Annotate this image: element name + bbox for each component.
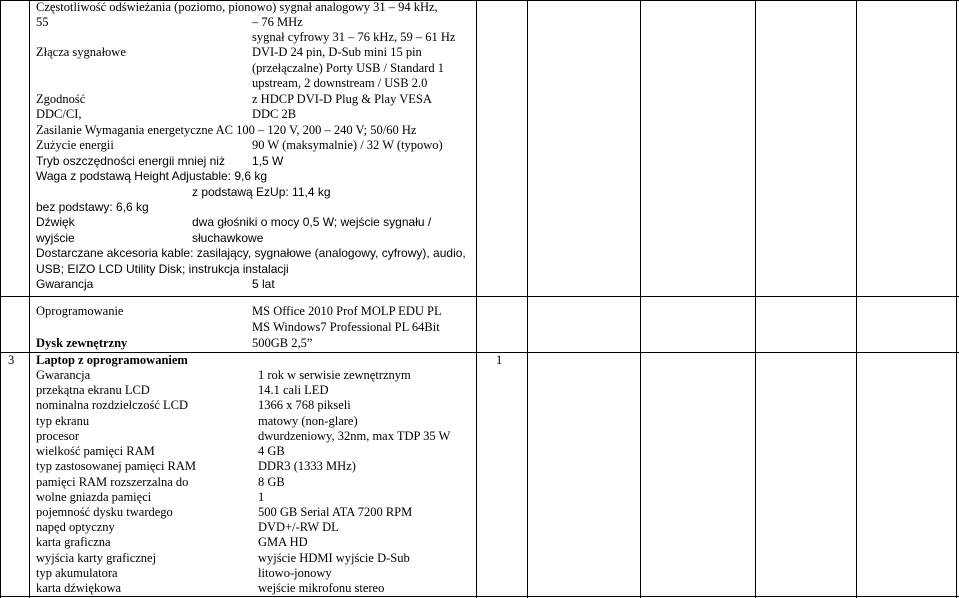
- spec-label: wielkość pamięci RAM: [36, 444, 155, 458]
- spec-value: 14.1 cali LED: [258, 383, 329, 397]
- spec-value: 1 rok w serwisie zewnętrznym: [258, 368, 411, 382]
- spec-value: DVI-D 24 pin, D-Sub mini 15 pin: [252, 45, 422, 59]
- spec-label: Gwarancja: [36, 277, 94, 291]
- table-border-left: [0, 0, 1, 598]
- spec-label: typ zastosowanej pamięci RAM: [36, 459, 197, 473]
- spec-value: 1,5 W: [252, 154, 284, 168]
- item-quantity: 1: [496, 353, 503, 367]
- spec-label: wyjścia karty graficznej: [36, 551, 157, 565]
- spec-label: karta graficzna: [36, 535, 111, 549]
- spec-label: procesor: [36, 429, 80, 443]
- row-number: 3: [8, 353, 15, 367]
- spec-value: upstream, 2 downstream / USB 2.0: [252, 76, 428, 90]
- spec-label: USB; EIZO LCD Utility Disk; instrukcja instalacji: [36, 262, 289, 276]
- spec-value: DDC 2B: [252, 107, 297, 121]
- software-value: MS Office 2010 Prof MOLP EDU PL: [252, 304, 442, 318]
- spec-label: napęd optyczny: [36, 520, 115, 534]
- column-divider-description: [476, 0, 477, 598]
- spec-value: (przełączalne) Porty USB / Standard 1: [252, 61, 444, 75]
- spec-label: bez podstawy: 6,6 kg: [36, 200, 149, 214]
- spec-value: DDR3 (1333 MHz): [258, 459, 356, 473]
- spec-value: matowy (non-glare): [258, 414, 358, 428]
- table-border-right: [956, 0, 957, 598]
- column-divider-price: [640, 0, 641, 598]
- spec-value: z podstawą EzUp: 11,4 kg: [192, 185, 331, 199]
- spec-label: Zgodność: [36, 92, 86, 106]
- column-divider-number: [29, 0, 30, 598]
- spec-value: wejście mikrofonu stereo: [258, 581, 385, 595]
- spec-label: Dźwięk: [36, 215, 75, 229]
- spec-label: karta dźwiękowa: [36, 581, 122, 595]
- spec-value: 500 GB Serial ATA 7200 RPM: [258, 505, 413, 519]
- spec-label: 55: [36, 15, 49, 29]
- item-title: Laptop z oprogramowaniem: [36, 353, 188, 367]
- row-divider-1: [0, 296, 959, 297]
- spec-value: 4 GB: [258, 444, 285, 458]
- spec-value: 90 W (maksymalnie) / 32 W (typowo): [252, 138, 443, 152]
- external-disk-label: Dysk zewnętrzny: [36, 336, 128, 350]
- spec-label: Tryb oszczędności energii mniej niż: [36, 154, 225, 168]
- spec-label: przekątna ekranu LCD: [36, 383, 150, 397]
- spec-value: z HDCP DVI-D Plug & Play VESA: [252, 92, 432, 106]
- spec-value: słuchawkowe: [192, 231, 264, 245]
- software-value: MS Windows7 Professional PL 64Bit: [252, 320, 440, 334]
- column-divider-vat: [856, 0, 857, 598]
- spec-value: 8 GB: [258, 475, 285, 489]
- spec-label: DDC/CI,: [36, 107, 82, 121]
- external-disk-value: 500GB 2,5”: [252, 336, 313, 350]
- spec-label: typ akumulatora: [36, 566, 118, 580]
- spec-label: nominalna rozdzielczość LCD: [36, 398, 189, 412]
- table-border-bottom: [0, 596, 959, 597]
- spec-label: wyjście: [36, 231, 75, 245]
- spec-value: 5 lat: [252, 277, 275, 291]
- spec-label: Waga z podstawą Height Adjustable: 9,6 kg: [36, 169, 268, 183]
- spec-label: Zasilanie Wymagania energetyczne AC 100 – 120 V, 200 – 240 V; 50/60 Hz: [36, 123, 417, 137]
- spec-value: – 76 MHz: [252, 15, 303, 29]
- spec-value: 1: [258, 490, 265, 504]
- spec-label: typ ekranu: [36, 414, 90, 428]
- spec-value: GMA HD: [258, 535, 308, 549]
- spec-value: litowo-jonowy: [258, 566, 332, 580]
- spec-value: sygnał cyfrowy 31 – 76 kHz, 59 – 61 Hz: [252, 30, 456, 44]
- spec-label: Gwarancja: [36, 368, 91, 382]
- spec-label: Dostarczane akcesoria kable: zasilający, sygnałowe (analogowy, cyfrowy), audio,: [36, 246, 466, 260]
- spec-label: Częstotliwość odświeżania (poziomo, pionowo) sygnał analogowy 31 – 94 kHz,: [36, 0, 438, 14]
- spec-label: Zużycie energii: [36, 138, 114, 152]
- spec-value: dwurdzeniowy, 32nm, max TDP 35 W: [258, 429, 451, 443]
- spec-value: 1366 x 768 pikseli: [258, 398, 351, 412]
- spec-label: pamięci RAM rozszerzalna do: [36, 475, 189, 489]
- spec-value: DVD+/-RW DL: [258, 520, 339, 534]
- spec-value: wyjście HDMI wyjście D-Sub: [258, 551, 410, 565]
- column-divider-quantity: [527, 0, 528, 598]
- column-divider-value: [755, 0, 756, 598]
- spec-value: dwa głośniki o mocy 0,5 W; wejście sygnału /: [192, 215, 432, 229]
- spec-label: pojemność dysku twardego: [36, 505, 173, 519]
- spec-label: Złącza sygnałowe: [36, 45, 126, 59]
- spec-label: wolne gniazda pamięci: [36, 490, 152, 504]
- software-label: Oprogramowanie: [36, 304, 124, 318]
